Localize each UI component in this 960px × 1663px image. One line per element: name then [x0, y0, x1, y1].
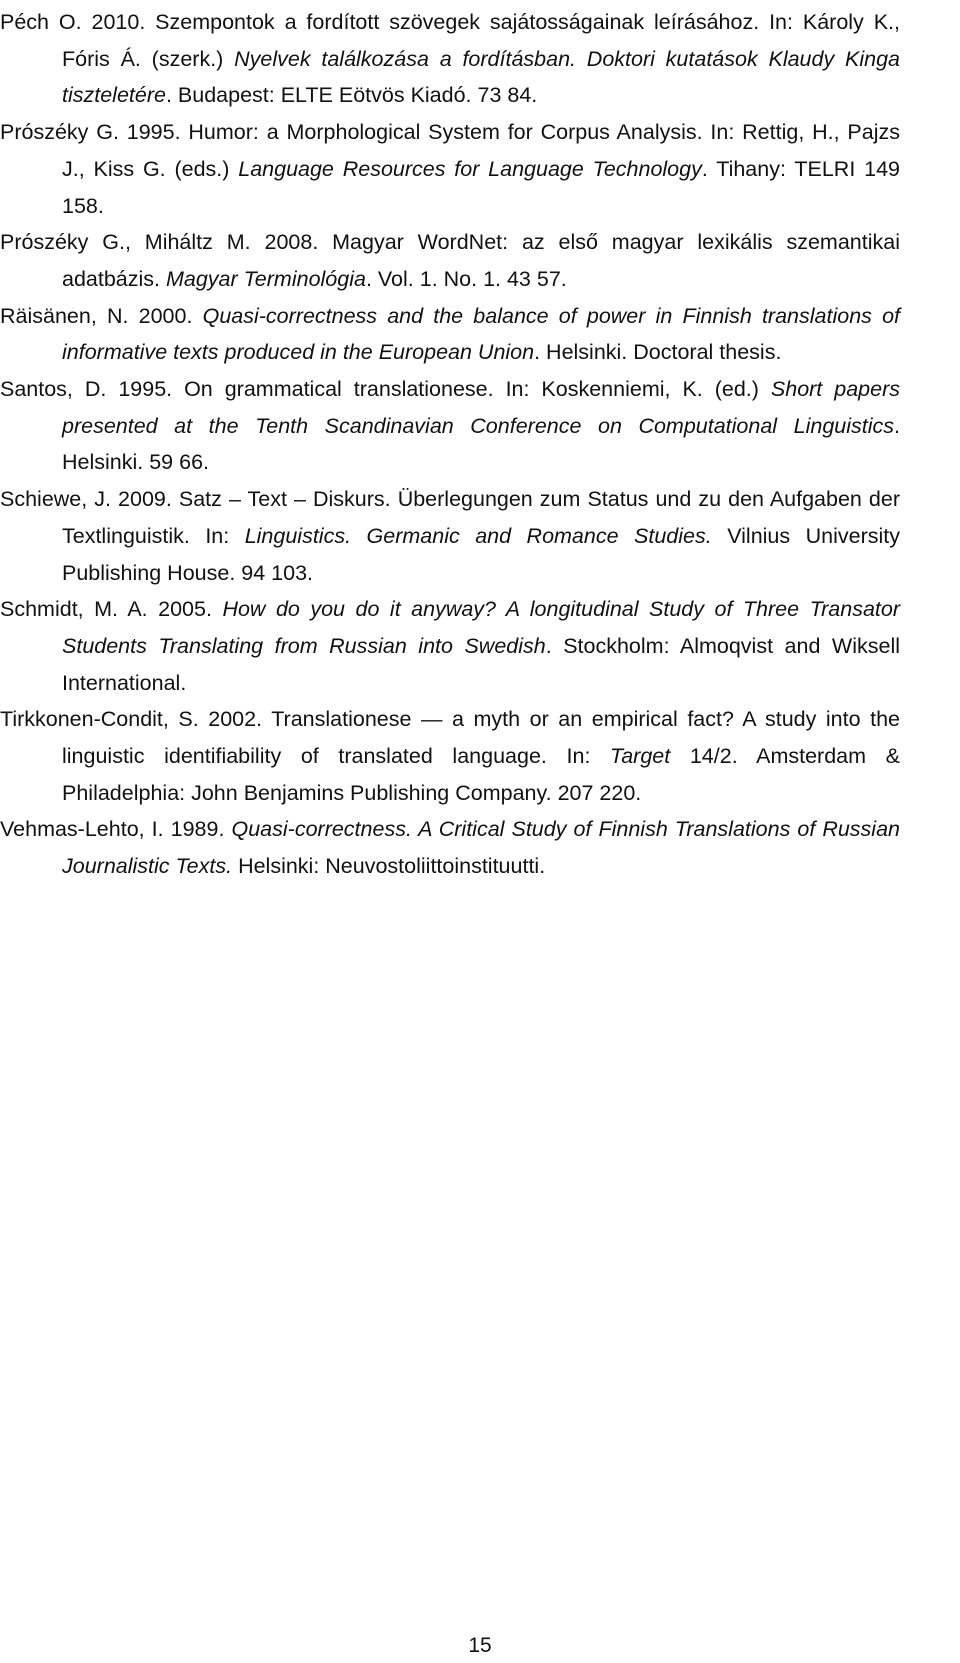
reference-text: . Stockholm: Almoqvist and Wiksell International.: [62, 633, 901, 695]
reference-text: Schiewe, J. 2009. Satz – Text – Diskurs. Überlegungen zum Status und zu den Aufgaben der Textlinguistik. In:: [0, 487, 900, 548]
reference-title: Magyar Terminológia: [165, 266, 366, 291]
reference-entry: [0, 224, 900, 297]
reference-entry: [0, 371, 900, 481]
reference-text: Péch O. 2010. Szempontok a fordított szövegek sajátosságainak leírásához. In: Károly K., Fóris Á. (szerk.): [0, 10, 900, 71]
reference-text: . Vol. 1. No. 1. 43 57.: [365, 266, 567, 291]
reference-text: 14/2. Amsterdam & Philadelphia: John Benjamins Publishing Company. 207 220.: [62, 744, 900, 805]
reference-list: [0, 4, 900, 885]
reference-text: . Tihany: TELRI 149 158.: [62, 156, 900, 218]
reference-title: Target: [610, 744, 671, 769]
reference-text: Prószéky G., Miháltz M. 2008. Magyar WordNet: az első magyar lexikális szemantikai adatbázis.: [0, 230, 900, 291]
reference-text: Santos, D. 1995. On grammatical translationese. In: Koskenniemi, K. (ed.): [0, 377, 771, 402]
reference-text: Prószéky G. 1995. Humor: a Morphological System for Corpus Analysis. In: Rettig, H., Pajzs J., Kiss G. (eds.): [0, 120, 900, 181]
reference-text: Räisänen, N. 2000.: [0, 303, 203, 328]
reference-title: Linguistics. Germanic and Romance Studies.: [244, 523, 712, 548]
reference-entry: [0, 481, 900, 591]
reference-entry: [0, 4, 900, 114]
reference-text: Schmidt, M. A. 2005.: [0, 597, 223, 622]
reference-entry: [0, 701, 900, 811]
reference-entry: [0, 591, 900, 701]
reference-title: How do you do it anyway? A longitudinal Study of Three Transator Students Translating from Russian into Swedish: [62, 597, 900, 658]
reference-text: . Budapest: ELTE Eötvös Kiadó. 73 84.: [165, 83, 538, 108]
reference-title: Language Resources for Language Technology: [238, 156, 702, 181]
reference-title: Quasi-correctness and the balance of power in Finnish translations of informative texts produced in the European Union: [62, 303, 900, 365]
reference-text: . Helsinki. 59 66.: [62, 413, 900, 475]
reference-entry: [0, 298, 900, 371]
reference-text: Vehmas-Lehto, I. 1989.: [0, 817, 232, 842]
reference-text: . Helsinki. Doctoral thesis.: [534, 340, 782, 365]
reference-text: Vilnius University Publishing House. 94 103.: [62, 523, 900, 585]
reference-text: Helsinki: Neuvostoliittoinstituutti.: [232, 854, 546, 879]
reference-entry: [0, 114, 900, 224]
reference-title: Quasi-correctness. A Critical Study of Finnish Translations of Russian Journalistic Texts.: [62, 817, 901, 879]
reference-entry: [0, 811, 900, 884]
reference-text: Tirkkonen-Condit, S. 2002. Translationese — a myth or an empirical fact? A study into the linguistic identifiability of translated language. In:: [0, 707, 900, 769]
reference-title: Short papers presented at the Tenth Scandinavian Conference on Computational Linguistics: [62, 377, 900, 438]
page-number: 15: [468, 1634, 492, 1657]
reference-title: Nyelvek találkozása a fordításban. Doktori kutatások Klaudy Kinga tiszteletére: [62, 46, 900, 108]
